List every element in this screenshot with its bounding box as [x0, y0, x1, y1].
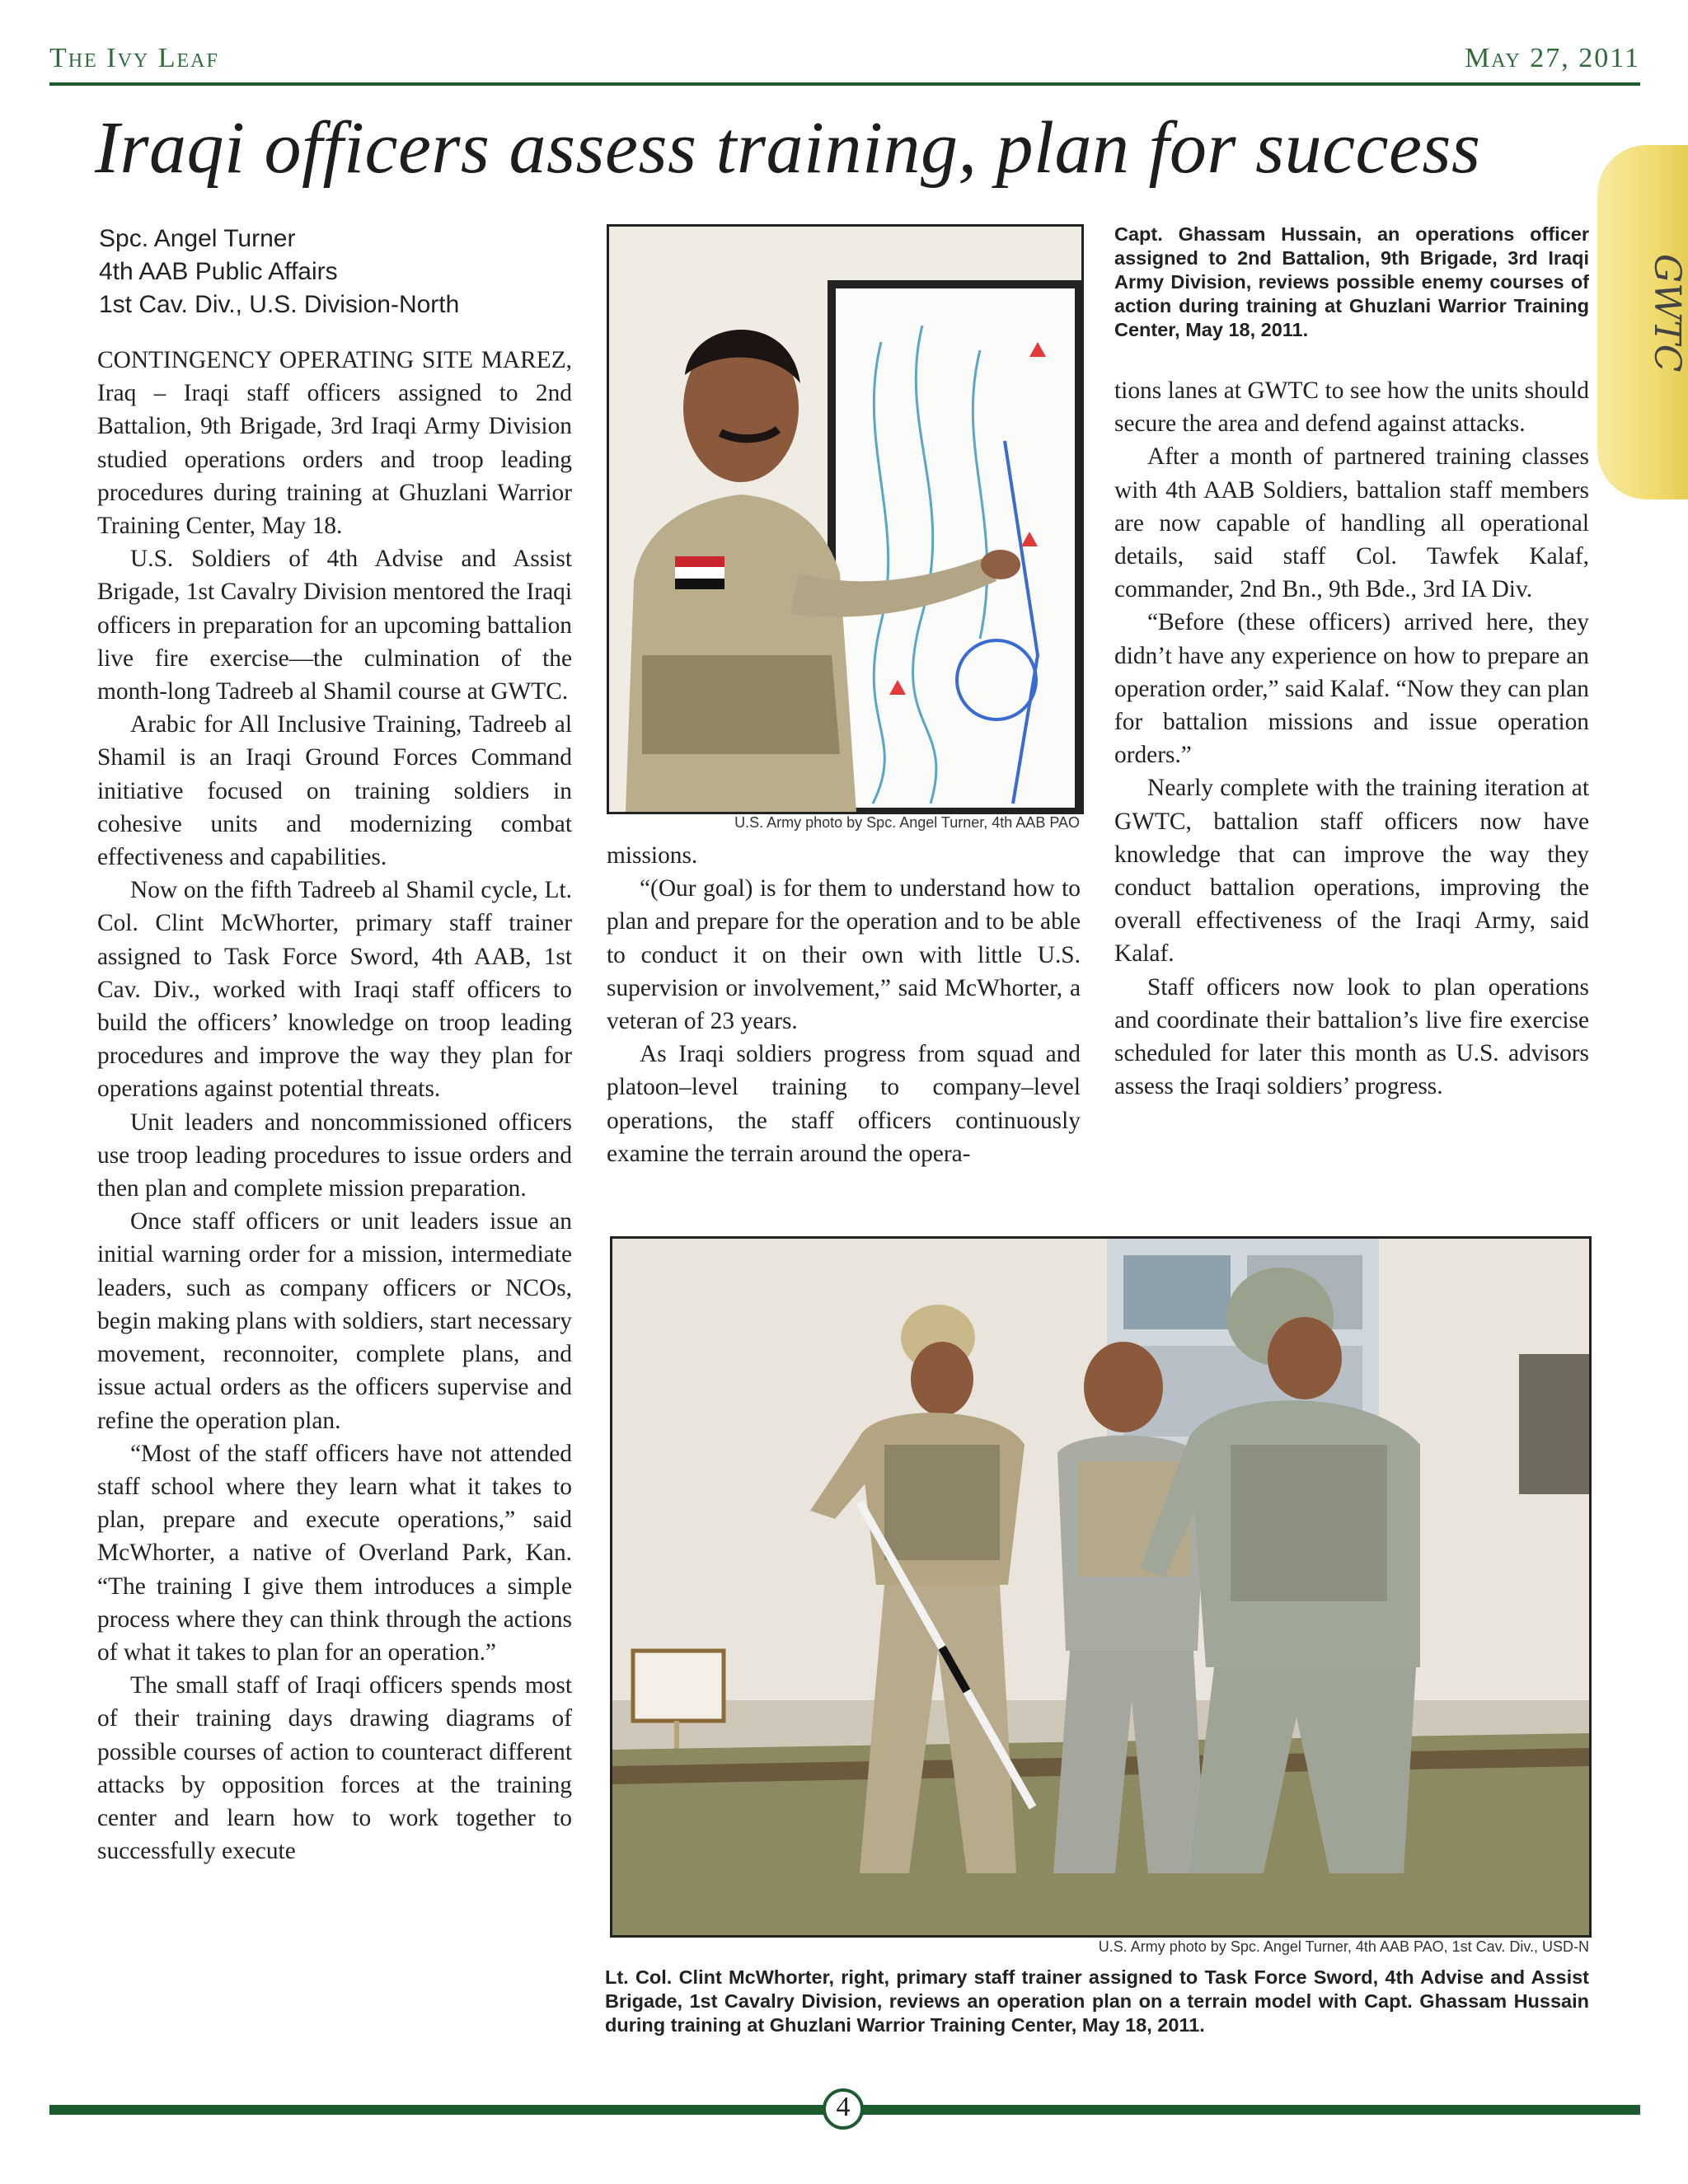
article-column-3 [1114, 374, 1589, 1103]
paragraph: The small staff of Iraqi officers spends most of their training days drawing diagrams of possible courses of action to counteract different attacks by opposition forces at the training center and learn how to work together to successfully execute [97, 1672, 572, 1865]
photo-terrain-model [610, 1236, 1592, 1938]
photo-caption: Lt. Col. Clint McWhorter, right, primary staff trainer assigned to Task Force Sword, 4th Advise and Assist Brigade, 1st Cavalry Division, reviews an operation plan on a terrain model with Capt. Ghassam Hussain during training at Ghuzlani Warrior Training Center, May 18, 2011. [605, 1966, 1589, 2036]
paragraph: Staff officers now look to plan operations and coordinate their battalion’s live fire exercise scheduled for later this month as U.S. advisors assess the Iraqi soldiers’ progress. [1114, 973, 1589, 1100]
header-rule [49, 82, 1640, 86]
photo-officer-whiteboard [607, 224, 1084, 814]
paragraph: As Iraqi soldiers progress from squad and platoon–level training to company–level operations, the staff officers continuously examine the terrain around the opera- [607, 1041, 1081, 1167]
paragraph: “(Our goal) is for them to understand how to plan and prepare for the operation and to be able to conduct it on their own with little U.S. supervision or involvement,” said McWhorter, a veteran of 23 years. [607, 875, 1081, 1035]
page-number: 4 [836, 2092, 851, 2122]
photo-caption: Capt. Ghassam Hussain, an operations officer assigned to 2nd Battalion, 9th Brigade, 3rd Iraqi Army Division, reviews possible enemy courses of action during training at Ghuzlani Warrior Training Center, May 18, 2011. [1114, 223, 1589, 340]
paragraph: Unit leaders and noncommissioned officers use troop leading procedures to issue orders and then plan and complete mission preparation. [97, 1108, 572, 1202]
issue-date: May 27, 2011 [1465, 43, 1640, 73]
article-column-1 [97, 344, 572, 1868]
headline: Iraqi officers assess training, plan for success [95, 107, 1481, 189]
paragraph: tions lanes at GWTC to see how the units should secure the area and defend against attacks. [1114, 377, 1589, 438]
byline-division: 1st Cav. Div., U.S. Division-North [99, 291, 460, 318]
byline-unit: 4th AAB Public Affairs [99, 258, 338, 285]
paragraph: Arabic for All Inclusive Training, Tadreeb al Shamil is an Iraqi Ground Forces Command initiative focused on training soldiers in cohesive units and modernizing combat effectiveness and capabilities. [97, 711, 572, 871]
paragraph: Nearly complete with the training iteration at GWTC, battalion staff officers now have knowledge that can improve the way they conduct battalion operations, improving the overall effectiveness of the Iraqi Army, said Kalaf. [1114, 775, 1589, 968]
paragraph: U.S. Soldiers of 4th Advise and Assist Brigade, 1st Cavalry Division mentored the Iraqi officers in preparation for an upcoming battalion live fire exercise—the culmination of the month-long Tadreeb al Shamil course at GWTC. [97, 546, 572, 705]
paragraph: After a month of partnered training classes with 4th AAB Soldiers, battalion staff members are now capable of handling all operational details, said staff Col. Tawfek Kalaf, commander, 2nd Bn., 9th Bde., 3rd IA Div. [1114, 443, 1589, 603]
byline [99, 223, 577, 321]
section-tab-label: GWTC [1646, 254, 1688, 373]
photo-officer-whiteboard-image [609, 227, 1081, 812]
paragraph: CONTINGENCY OPERATING SITE MAREZ, Iraq – Iraqi staff officers assigned to 2nd Battalion, 9th Brigade, 3rd Iraqi Army Division studied operations orders and troop leading procedures during training at Ghuzlani Warrior Training Center, May 18. [97, 347, 572, 540]
photo-credit: U.S. Army photo by Spc. Angel Turner, 4th AAB PAO, 1st Cav. Div., USD-N [1098, 1938, 1589, 1955]
publication-title: The Ivy Leaf [49, 43, 219, 73]
paragraph: Now on the fifth Tadreeb al Shamil cycle, Lt. Col. Clint McWhorter, primary staff trainer assigned to Task Force Sword, 4th AAB, 1st Cav. Div., worked with Iraqi staff officers to build the officers’ knowledge on troop leading procedures and improve the way they plan for operations against potential threats. [97, 877, 572, 1103]
article-column-2 [607, 839, 1081, 1170]
paragraph: “Before (these officers) arrived here, they didn’t have any experience on how to prepare an operation order,” said Kalaf. “Now they can plan for battalion missions and issue operation orders.” [1114, 609, 1589, 769]
photo-terrain-model-image [612, 1239, 1589, 1935]
photo-credit: U.S. Army photo by Spc. Angel Turner, 4th AAB PAO [734, 814, 1080, 831]
paragraph: Once staff officers or unit leaders issue an initial warning order for a mission, intermediate leaders, such as company officers or NCOs, begin making plans with soldiers, start necessary movement, reconnoiter, complete plans, and issue actual orders as the officers supervise and refine the operation plan. [97, 1208, 572, 1434]
paragraph: “Most of the staff officers have not attended staff school where they learn what it takes to plan, prepare and execute operations,” said McWhorter, a native of Overland Park, Kan. “The training I give them introduces a simple process where they can think through the actions of what it takes to plan for an operation.” [97, 1440, 572, 1666]
byline-author: Spc. Angel Turner [99, 225, 296, 252]
paragraph: missions. [607, 842, 698, 869]
